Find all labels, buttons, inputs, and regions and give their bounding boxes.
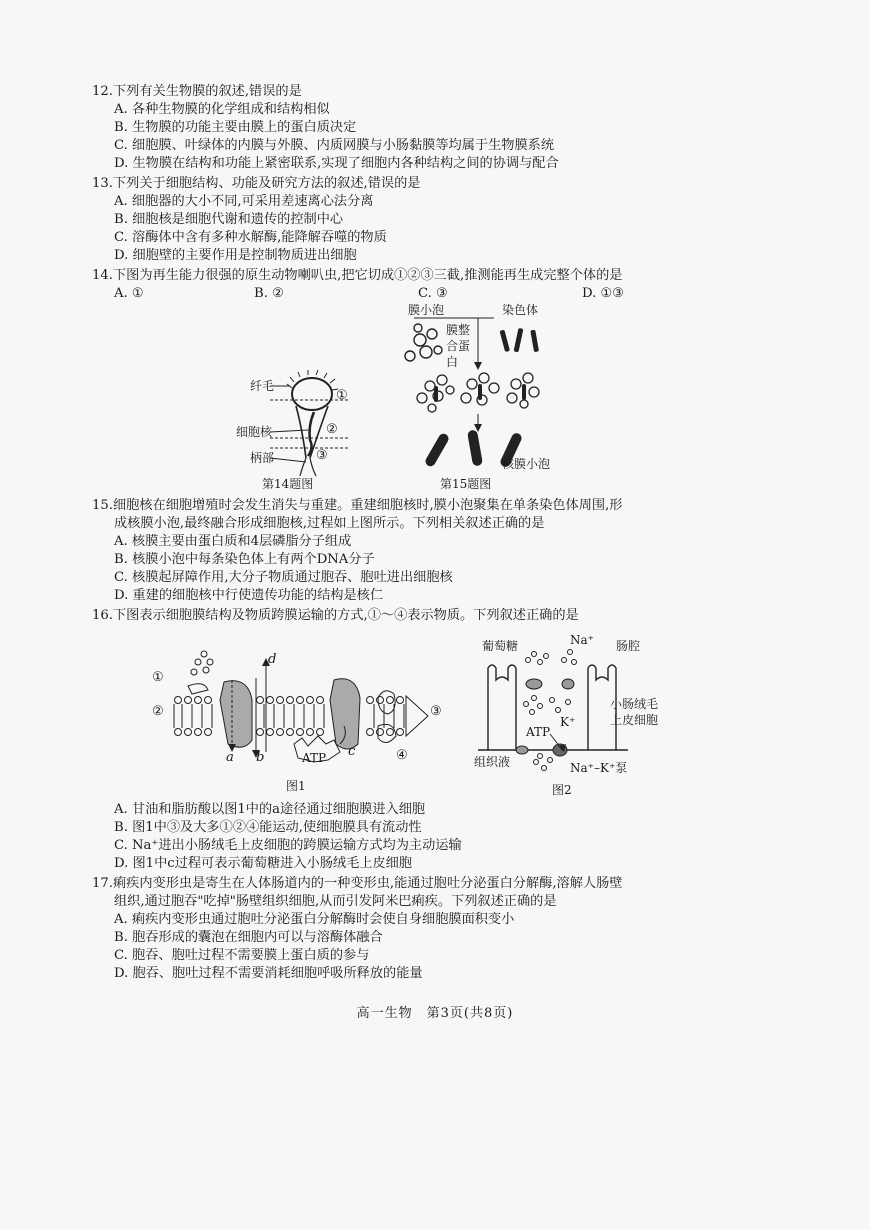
figure-16-2-label-cell-2: 上皮细胞: [610, 713, 659, 727]
question-14-option-c: C. ③: [418, 286, 448, 301]
question-12-option-b: B. 生物膜的功能主要由膜上的蛋白质决定: [114, 120, 357, 135]
question-14-option-d: D. ①③: [582, 286, 625, 301]
figure-16-2-label-na: Na⁺: [570, 633, 594, 647]
figure-15-caption: 第15题图: [440, 477, 492, 491]
question-17-option-b: B. 胞吞形成的囊泡在细胞内可以与溶酶体融合: [114, 930, 383, 945]
figure-16-2-label-k: K⁺: [560, 715, 576, 729]
figure-14-label-1: ①: [336, 388, 348, 403]
figure-15-label-chromosome: 染色体: [502, 303, 539, 317]
figure-16-1-label-b: b: [256, 750, 265, 765]
figure-16-2-label-glucose: 葡萄糖: [482, 639, 519, 653]
figure-16-2-label-atp: ATP: [526, 725, 551, 739]
question-15-option-d: D. 重建的细胞核中行使遗传功能的结构是核仁: [114, 588, 384, 603]
question-14-stem: 14.下图为再生能力很强的原生动物喇叭虫,把它切成①②③三截,推测能再生成完整个体的是: [92, 268, 623, 283]
question-12-option-a: A. 各种生物膜的化学组成和结构相似: [114, 102, 330, 117]
figure-14-label-nucleus: 细胞核: [236, 425, 273, 439]
question-15-stem: 15.细胞核在细胞增殖时会发生消失与重建。重建细胞核时,膜小泡聚集在单条染色体周围,形: [92, 498, 623, 513]
question-16-option-c: C. Na⁺进出小肠绒毛上皮细胞的跨膜运输方式均为主动运输: [114, 838, 462, 853]
question-16-stem: 16.下图表示细胞膜结构及物质跨膜运输的方式,①～④表示物质。下列叙述正确的是: [92, 608, 579, 623]
figure-16-1-atp: ATP: [302, 751, 327, 765]
figure-15-label-protein-2: 合蛋: [446, 339, 471, 353]
figure-14-caption: 第14题图: [262, 477, 314, 491]
question-17-stem-continued: 组织,通过胞吞"吃掉"肠壁组织细胞,从而引发阿米巴痢疾。下列叙述正确的是: [114, 894, 557, 909]
question-17-option-c: C. 胞吞、胞吐过程不需要膜上蛋白质的参与: [114, 948, 370, 963]
figure-14-label-stalk: 柄部: [250, 451, 275, 465]
figure-15-label-protein-1: 膜整: [446, 323, 471, 337]
figure-16-1-label-a: a: [226, 750, 234, 765]
figure-16-1-label-c: c: [348, 744, 356, 759]
figure-16-2-caption: 图2: [552, 783, 572, 797]
question-17-option-d: D. 胞吞、胞吐过程不需要消耗细胞呼吸所释放的能量: [114, 966, 423, 981]
figure-16-2-label-lumen: 肠腔: [616, 639, 641, 653]
question-15-option-b: B. 核膜小泡中每条染色体上有两个DNA分子: [114, 552, 375, 567]
figure-15-label-protein-3: 白: [446, 355, 459, 369]
question-14-option-b: B. ②: [254, 286, 284, 301]
figure-16-1-label-4: ④: [396, 748, 408, 763]
question-15-stem-continued: 成核膜小泡,最终融合形成细胞核,过程如上图所示。下列相关叙述正确的是: [114, 516, 545, 531]
figure-16-2-label-pump: Na⁺–K⁺泵: [570, 761, 628, 775]
question-15-option-c: C. 核膜起屏障作用,大分子物质通过胞吞、胞吐进出细胞核: [114, 570, 453, 585]
question-13-option-d: D. 细胞壁的主要作用是控制物质进出细胞: [114, 248, 357, 263]
figure-16-1-label-2: ②: [152, 704, 164, 719]
question-14-option-a: A. ①: [114, 286, 144, 301]
page-footer: 高一生物 第3页(共8页): [356, 1006, 514, 1021]
figure-16-2-label-tissue: 组织液: [474, 755, 511, 769]
figure-15-label-vesicle: 膜小泡: [408, 303, 445, 317]
figure-14-label-cilia: 纤毛: [250, 379, 275, 393]
question-12-option-d: D. 生物膜在结构和功能上紧密联系,实现了细胞内各种结构之间的协调与配合: [114, 156, 559, 171]
figure-16-1-label-3: ③: [430, 704, 442, 719]
question-13-stem: 13.下列关于细胞结构、功能及研究方法的叙述,错误的是: [92, 176, 421, 191]
question-13-option-c: C. 溶酶体中含有多种水解酶,能降解吞噬的物质: [114, 230, 387, 245]
question-16-option-d: D. 图1中c过程可表示葡萄糖进入小肠绒毛上皮细胞: [114, 856, 413, 871]
figure-16-2-label-cell-1: 小肠绒毛: [610, 697, 659, 711]
question-15-option-a: A. 核膜主要由蛋白质和4层磷脂分子组成: [114, 534, 352, 549]
figure-16-1-label-d: d: [268, 652, 277, 667]
question-12-option-c: C. 细胞膜、叶绿体的内膜与外膜、内质网膜与小肠黏膜等均属于生物膜系统: [114, 138, 555, 153]
figure-16-1-caption: 图1: [286, 779, 306, 793]
question-13-option-a: A. 细胞器的大小不同,可采用差速离心法分离: [114, 194, 374, 209]
question-16-option-a: A. 甘油和脂肪酸以图1中的a途径通过细胞膜进入细胞: [114, 802, 426, 817]
question-16-option-b: B. 图1中③及大多①②④能运动,使细胞膜具有流动性: [114, 820, 422, 835]
figure-16-1-label-1: ①: [152, 670, 164, 685]
figure-15-diagram: [404, 300, 584, 472]
figure-15-label-nuclear-vesicle: 核膜小泡: [502, 457, 551, 471]
figure-14-label-2: ②: [326, 422, 338, 437]
figure-14-label-3: ③: [316, 448, 328, 463]
question-13-option-b: B. 细胞核是细胞代谢和遗传的控制中心: [114, 212, 344, 227]
question-17-option-a: A. 痢疾内变形虫通过胞吐分泌蛋白分解酶时会使自身细胞膜面积变小: [114, 912, 515, 927]
question-17-stem: 17.痢疾内变形虫是寄生在人体肠道内的一种变形虫,能通过胞吐分泌蛋白分解酶,溶解人肠壁: [92, 876, 623, 891]
question-12-stem: 12.下列有关生物膜的叙述,错误的是: [92, 84, 302, 99]
